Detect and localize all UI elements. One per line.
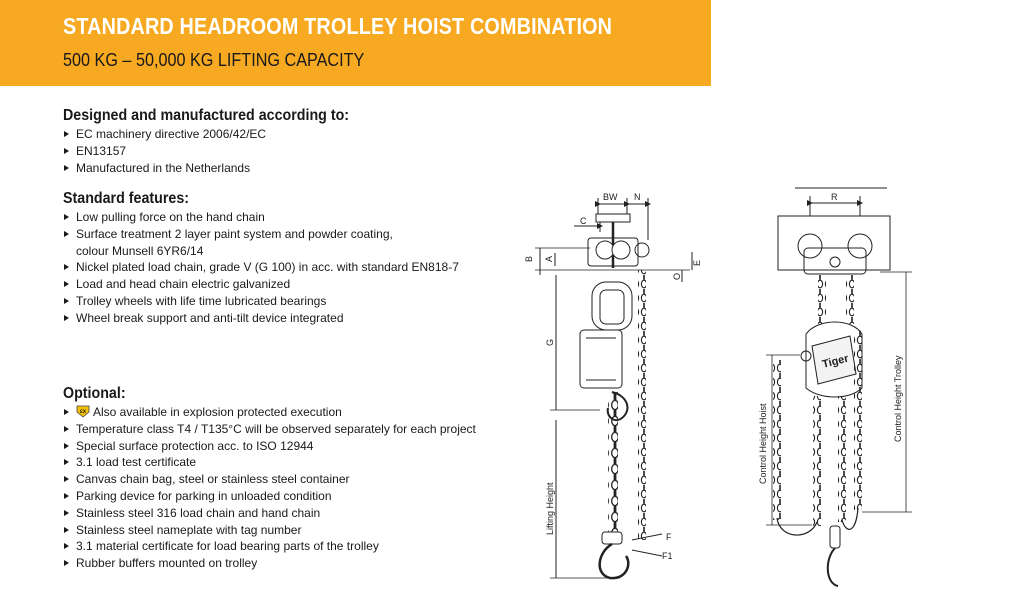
dim-label-c: C [580,216,587,226]
page-title: STANDARD HEADROOM TROLLEY HOIST COMBINATION [63,13,613,39]
front-view-drawing [766,188,912,586]
list-item: Load and head chain electric galvanized [63,276,459,293]
list-item: Wheel break support and anti-tilt device integrated [63,310,459,327]
optional-heading: Optional: [63,385,126,402]
list-item: Parking device for parking in unloaded condition [63,488,476,505]
list-item-line: colour Munsell 6YR6/14 [76,243,204,258]
svg-text:Tiger: Tiger [821,352,850,371]
list-item: EN13157 [63,143,374,160]
dim-label-lifting-height: Lifting Height [545,482,555,535]
dim-label-b: B [524,255,534,262]
dim-label-f: F [666,532,672,542]
list-item: Stainless steel 316 load chain and hand chain [63,505,476,522]
list-item: Trolley wheels with life time lubricated bearings [63,293,459,310]
side-view-drawing [535,198,692,578]
list-item: Canvas chain bag, steel or stainless steel container [63,471,476,488]
list-item: Stainless steel nameplate with tag number [63,522,476,539]
dim-label-o: O [672,272,682,280]
list-item: Manufactured in the Netherlands [63,160,374,177]
dim-label-f1: F1 [662,551,673,561]
dim-label-a: A [544,255,554,262]
list-item: EC machinery directive 2006/42/EC [63,126,374,143]
list-item: Low pulling force on the hand chain [63,209,459,226]
control-height-hoist-label: Control Height Hoist [758,403,768,484]
list-item: Nickel plated load chain, grade V (G 100) in acc. with standard EN818-7 [63,259,459,276]
list-item: 3.1 load test certificate [63,454,476,471]
list-item: Special surface protection acc. to ISO 12944 [63,438,476,455]
features-heading: Standard features: [63,190,189,207]
dim-label-r: R [831,192,838,202]
list-item: Rubber buffers mounted on trolley [63,555,476,572]
control-height-trolley-label: Control Height Trolley [893,355,903,442]
page-subtitle: 500 KG – 50,000 KG LIFTING CAPACITY [63,50,365,70]
dim-label-e: E [692,259,702,266]
list-item: 3.1 material certificate for load bearing parts of the trolley [63,538,476,555]
list-item: Temperature class T4 / T135°C will be observed separately for each project [63,421,476,438]
dim-label-g: G [545,338,555,346]
dim-label-n: N [634,192,641,202]
designed-heading: Designed and manufactured according to: [63,107,350,124]
svg-text:εx: εx [79,409,87,415]
list-item: εx Also available in explosion protected execution [63,404,476,421]
list-item-line: Surface treatment 2 layer paint system and powder coating, [76,226,393,241]
dim-label-bw: BW [603,192,618,202]
